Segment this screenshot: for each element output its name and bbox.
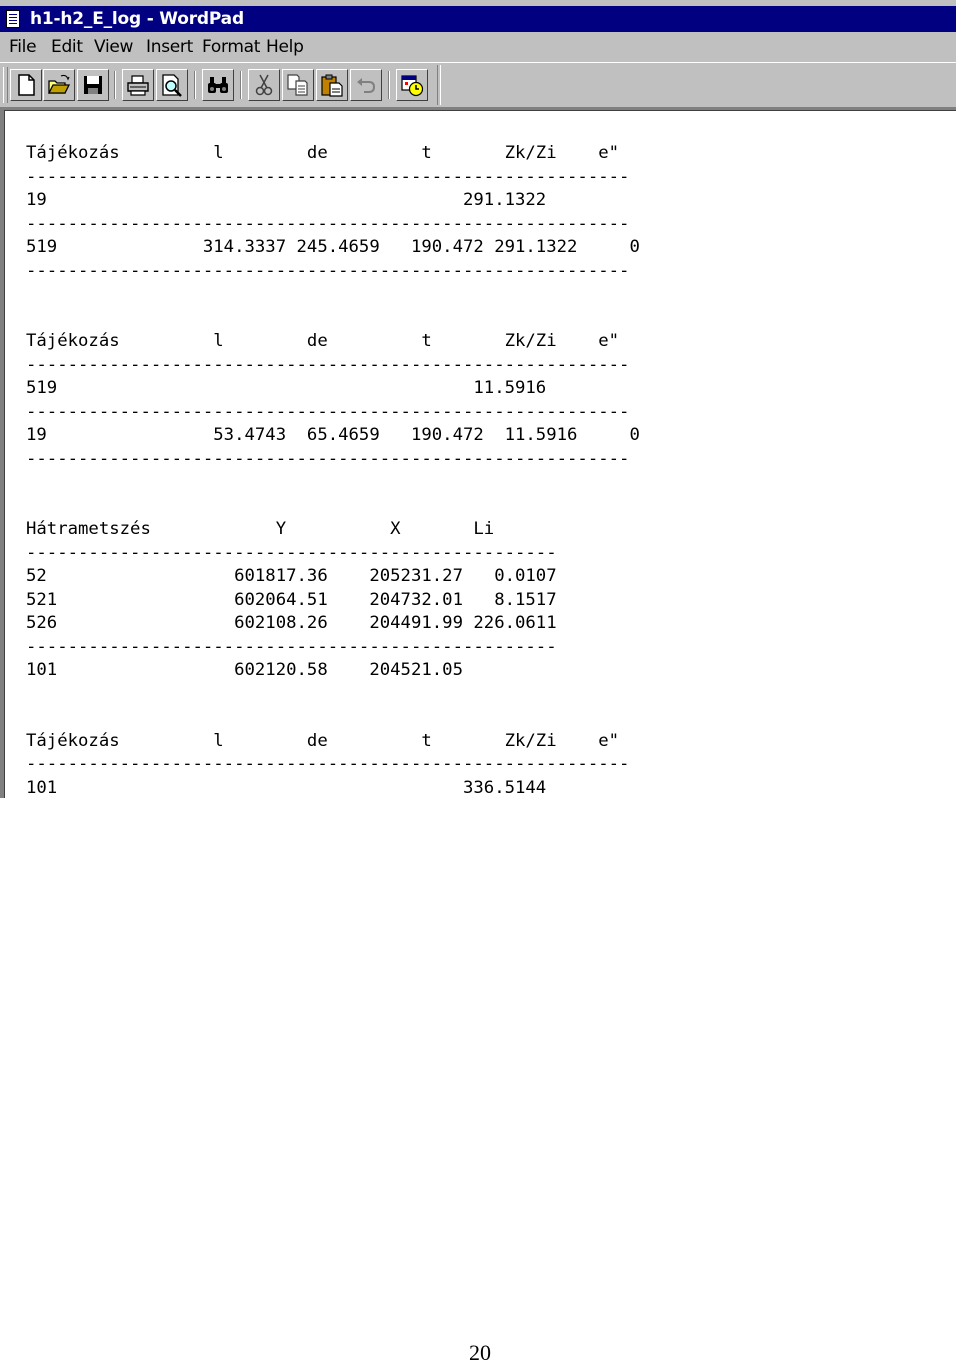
toolbar-separator [194, 71, 196, 99]
doc-line: Tájékozás l de t Zk/Zi e" [26, 731, 620, 751]
doc-line: Tájékozás l de t Zk/Zi e" [26, 331, 620, 351]
doc-line: ---------------------------------------------------------- [26, 355, 630, 375]
doc-line: 19 291.1322 [26, 190, 547, 210]
doc-line: 519 314.3337 245.4659 190.472 291.1322 0 [26, 237, 640, 257]
toolbar-separator [388, 71, 390, 99]
menu-insert[interactable]: Insert [146, 37, 193, 57]
new-button[interactable] [10, 69, 42, 101]
new-icon [14, 73, 38, 97]
insert-datetime-icon [400, 73, 424, 97]
toolbar-separator [240, 71, 242, 99]
menu-file[interactable]: File [9, 37, 37, 57]
doc-line: 19 53.4743 65.4659 190.472 11.5916 0 [26, 425, 640, 445]
doc-line: 101 336.5144 [26, 778, 547, 798]
print-button[interactable] [122, 69, 154, 101]
cut-icon [252, 73, 276, 97]
menu-edit[interactable]: Edit [51, 37, 83, 57]
toolbar [0, 62, 956, 108]
print-preview-button[interactable] [156, 69, 188, 101]
doc-line: ---------------------------------------------------------- [26, 167, 630, 187]
doc-line: Tájékozás l de t Zk/Zi e" [26, 143, 620, 163]
print-preview-icon [160, 73, 184, 97]
document-area[interactable] [4, 110, 956, 798]
title-bar[interactable] [0, 6, 956, 32]
open-button[interactable] [43, 69, 75, 101]
toolbar-grip[interactable] [3, 67, 8, 103]
toolbar-separator [114, 71, 116, 99]
copy-button[interactable] [282, 69, 314, 101]
window-title: h1-h2_E_log - WordPad [30, 9, 244, 29]
doc-line: ---------------------------------------------------------- [26, 214, 630, 234]
undo-icon [354, 73, 378, 97]
open-icon [47, 73, 71, 97]
doc-line: ---------------------------------------------------------- [26, 754, 630, 774]
menu-format[interactable]: Format [202, 37, 261, 57]
doc-line: --------------------------------------------------- [26, 543, 557, 563]
menu-bar [0, 32, 956, 62]
doc-line: 101 602120.58 204521.05 [26, 660, 463, 680]
cut-button[interactable] [248, 69, 280, 101]
find-icon [206, 73, 230, 97]
doc-line: 52 601817.36 205231.27 0.0107 [26, 566, 557, 586]
page-number: 20 [469, 1340, 491, 1365]
save-button[interactable] [77, 69, 109, 101]
paste-icon [320, 73, 344, 97]
doc-line: 526 602108.26 204491.99 226.0611 [26, 613, 557, 633]
menu-view[interactable]: View [94, 37, 134, 57]
save-icon [81, 73, 105, 97]
document-frame [0, 108, 956, 798]
toolbar-end-edge [437, 65, 441, 105]
copy-icon [286, 73, 310, 97]
doc-line: ---------------------------------------------------------- [26, 261, 630, 281]
menu-help[interactable]: Help [266, 37, 304, 57]
doc-line: ---------------------------------------------------------- [26, 449, 630, 469]
insert-datetime-button[interactable] [396, 69, 428, 101]
doc-line: ---------------------------------------------------------- [26, 402, 630, 422]
wordpad-app-icon[interactable] [6, 10, 20, 28]
print-icon [126, 73, 150, 97]
doc-line: --------------------------------------------------- [26, 637, 557, 657]
doc-line: 521 602064.51 204732.01 8.1517 [26, 590, 557, 610]
find-button[interactable] [202, 69, 234, 101]
paste-button[interactable] [316, 69, 348, 101]
doc-line: 519 11.5916 [26, 378, 547, 398]
undo-button[interactable] [350, 69, 382, 101]
doc-line: Hátrametszés Y X Li [26, 519, 495, 539]
